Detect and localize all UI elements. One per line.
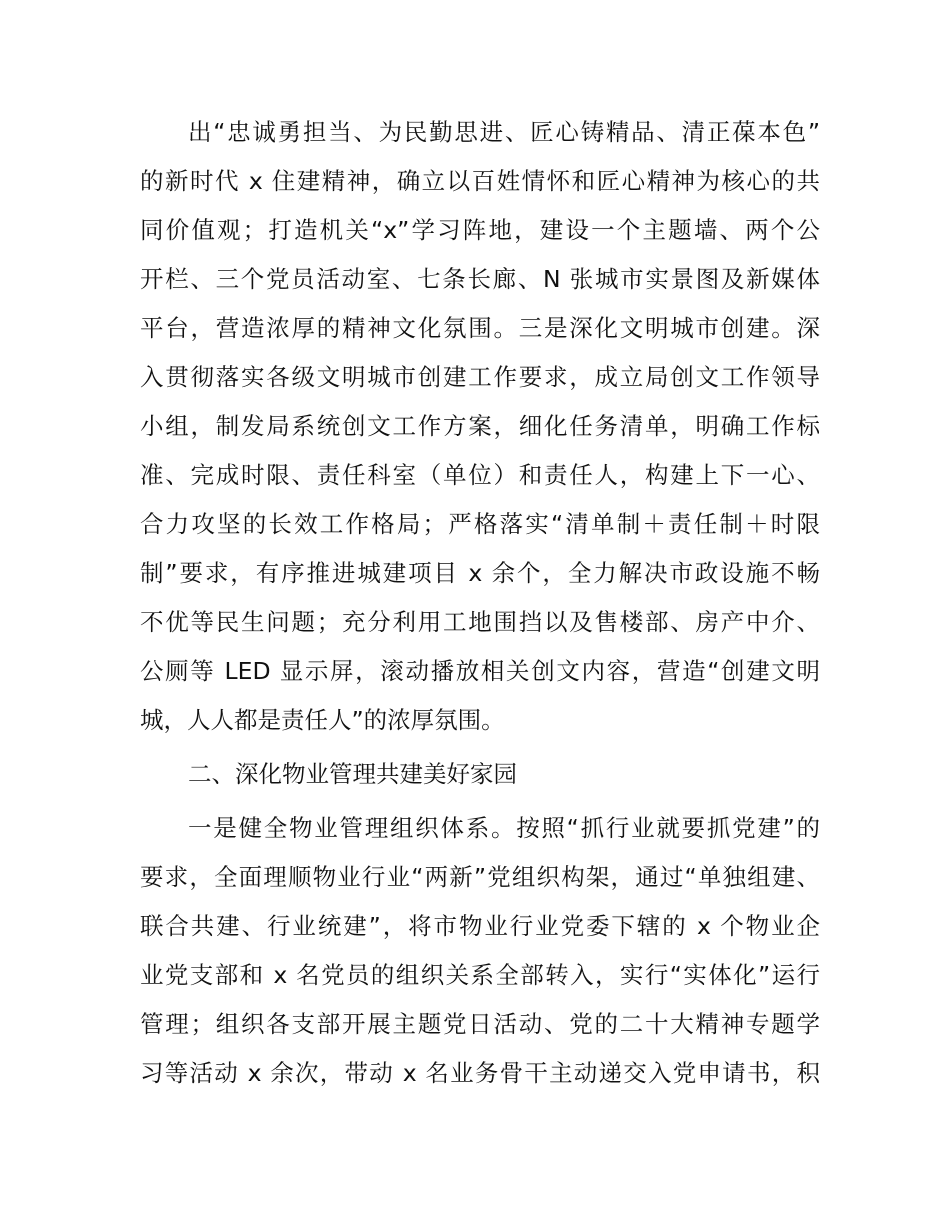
paragraph-line: 同价值观；打造机关“x”学习阵地，建设一个主题墙、两个公 [140, 216, 820, 244]
paragraph-line: 不优等民生问题；充分利用工地围挡以及售楼部、房产中介、 [140, 608, 820, 636]
paragraph-line: 习等活动 x 余次，带动 x 名业务骨干主动递交入党申请书，积 [140, 1059, 820, 1087]
paragraph-line: 的新时代 x 住建精神，确立以百姓情怀和匠心精神为核心的共 [140, 167, 820, 195]
paragraph-line: 业党支部和 x 名党员的组织关系全部转入，实行“实体化”运行 [140, 961, 820, 989]
paragraph-line: 联合共建、行业统建”，将市物业行业党委下辖的 x 个物业企 [140, 912, 820, 940]
paragraph-line: 公厕等 LED 显示屏，滚动播放相关创文内容，营造“创建文明 [140, 657, 820, 685]
paragraph-line: 出“忠诚勇担当、为民勤思进、匠心铸精品、清正葆本色” [188, 118, 820, 146]
paragraph-line: 准、完成时限、责任科室（单位）和责任人，构建上下一心、 [140, 461, 820, 489]
paragraph-line: 制”要求，有序推进城建项目 x 余个，全力解决市政设施不畅 [140, 559, 820, 587]
paragraph-line: 小组，制发局系统创文工作方案，细化任务清单，明确工作标 [140, 412, 820, 440]
section-heading: 二、深化物业管理共建美好家园 [188, 760, 517, 788]
paragraph-line: 开栏、三个党员活动室、七条长廊、N 张城市实景图及新媒体 [140, 265, 820, 293]
paragraph-line: 管理；组织各支部开展主题党日活动、党的二十大精神专题学 [140, 1010, 820, 1038]
paragraph-line: 合力攻坚的长效工作格局；严格落实“清单制＋责任制＋时限 [140, 510, 820, 538]
paragraph-line: 入贯彻落实各级文明城市创建工作要求，成立局创文工作领导 [140, 363, 820, 391]
paragraph-line-last: 城，人人都是责任人”的浓厚氛围。 [140, 706, 505, 734]
paragraph-line: 一是健全物业管理组织体系。按照“抓行业就要抓党建”的 [188, 814, 820, 842]
paragraph-line: 平台，营造浓厚的精神文化氛围。三是深化文明城市创建。深 [140, 314, 820, 342]
paragraph-line: 要求，全面理顺物业行业“两新”党组织构架，通过“单独组建、 [140, 863, 820, 891]
